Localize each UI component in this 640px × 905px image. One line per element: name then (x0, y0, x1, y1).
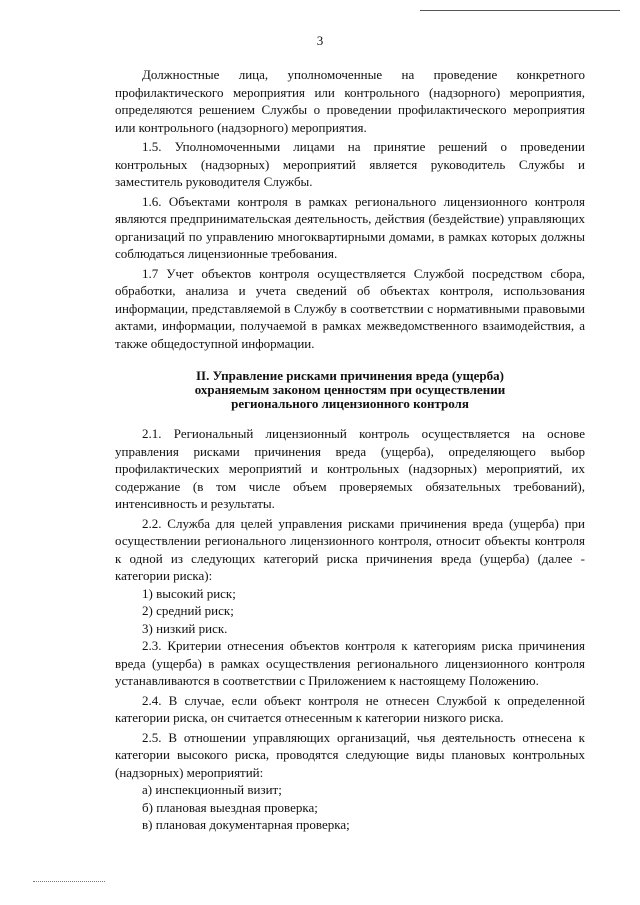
paragraph-2-4: 2.4. В случае, если объект контроля не отнесен Службой к определенной категории риска, он считается отнесенным к категории низкого риска. (115, 692, 585, 725)
paragraph-officials: Должностные лица, уполномоченные на проведение конкретного профилактического мероприятия или контрольного (надзорного) мероприятия, определяются решением Службы о проведении профилактического мероприятия или контрольного (надзорного) мероприятия. (115, 67, 585, 135)
paragraph-1-7: 1.7 Учет объектов контроля осуществляется Службой посредством сбора, обработки, анализа и учета сведений об объектах контроля, использования информации, представляемой в Службу в соответствии с нормативными правовыми актами, информации, получаемой в рамках межведомственного взаимодействия, а также общедоступной информации. (115, 265, 585, 351)
heading-line: охраняемым законом ценностям при осуществлении (194, 382, 506, 397)
paragraph-2-2: 2.2. Служба для целей управления рисками причинения вреда (ущерба) при осуществлении регионального лицензионного контроля, относит объекты контроля к одной из следующих категорий риска причинения вреда (ущерба) (далее - категории риска): (115, 515, 585, 583)
visit-item: в) плановая документарная проверка; (142, 817, 350, 832)
paragraph-1-6: 1.6. Объектами контроля в рамках регионального лицензионного контроля являются предпринимательская деятельность, действия (бездействие) управляющих организаций по управлению многоквартирными домами, в рамках которых должны соблюдаться лицензионные требования. (115, 193, 585, 261)
paragraph-2-1: 2.1. Региональный лицензионный контроль осуществляется на основе управления рисками причинения вреда (ущерба), определяющего выбор профилактических мероприятий и контрольных (надзорных) мероприятий, их содержание (в том числе объем проверяемых обязательных требований), интенсивность и результаты. (115, 426, 585, 511)
top-rule (420, 10, 620, 11)
section-heading (115, 369, 585, 411)
page-number: 3 (316, 33, 324, 48)
document-body (115, 66, 585, 834)
heading-line: II. Управление рисками причинения вреда (ущерба) (196, 368, 504, 383)
risk-item: 3) низкий риск. (142, 620, 228, 636)
visit-item: а) инспекционный визит; (142, 782, 282, 797)
paragraph-2-5: 2.5. В отношении управляющих организаций, чья деятельность отнесена к категории высокого риска, проводятся следующие виды плановых контрольных (надзорных) мероприятий: (115, 729, 585, 780)
scan-artifact (33, 881, 105, 884)
risk-item: 1) высокий риск; (142, 585, 236, 601)
paragraph-1-5: 1.5. Уполномоченными лицами на принятие решений о проведении контрольных (надзорных) мероприятий является руководитель Службы и заместитель руководителя Службы. (115, 139, 585, 189)
paragraph-2-3: 2.3. Критерии отнесения объектов контроля к категориям риска причинения вреда (ущерба) в рамках осуществления регионального лицензионного контроля устанавливаются в соответствии с Приложением к настоящему Положению. (115, 638, 585, 688)
visit-item: б) плановая выездная проверка; (142, 799, 318, 815)
risk-item: 2) средний риск; (142, 603, 234, 618)
heading-line: регионального лицензионного контроля (231, 396, 469, 411)
